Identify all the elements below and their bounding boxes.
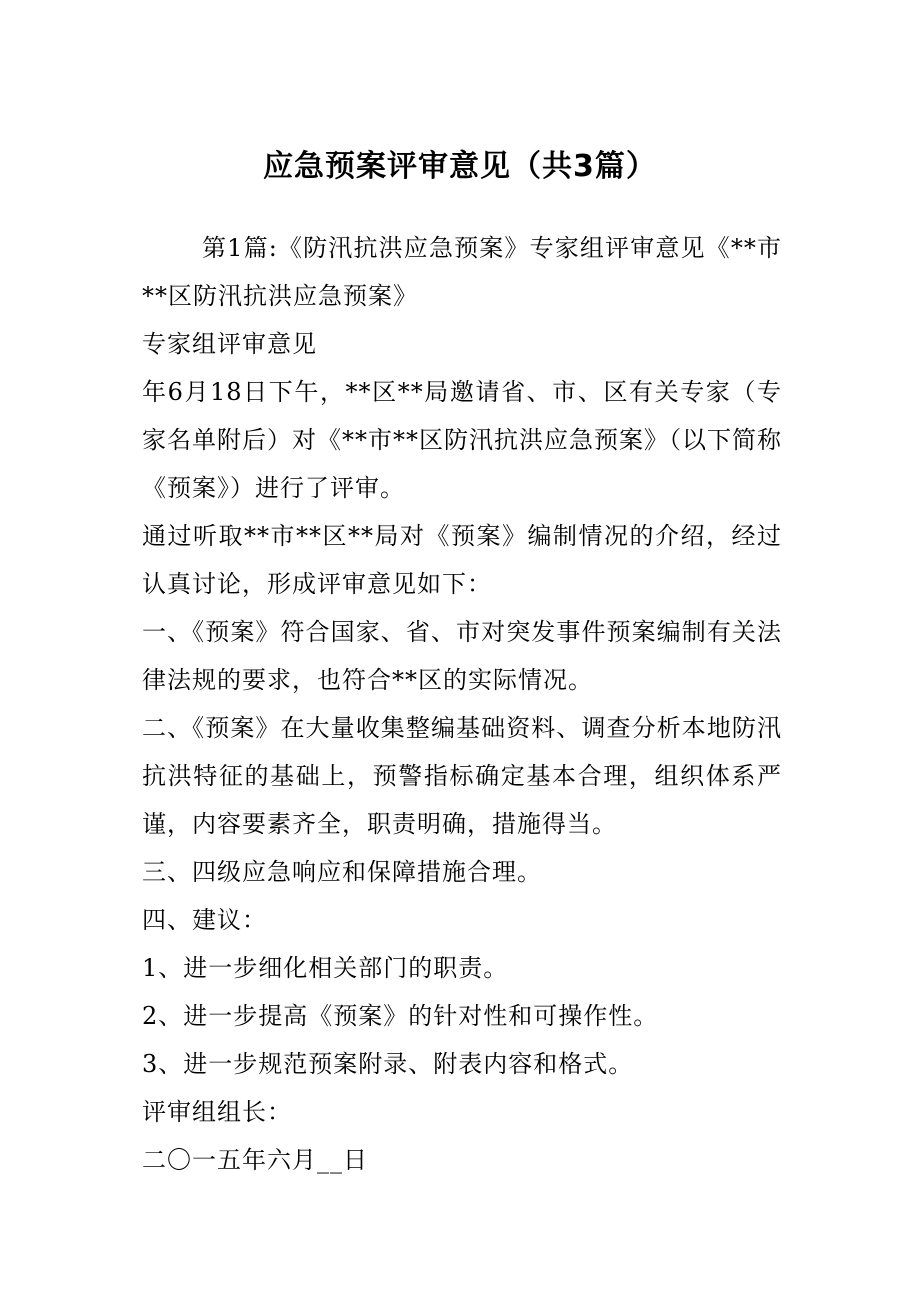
paragraph-review-meeting: 年6月18日下午，**区**局邀请省、市、区有关专家（专家名单附后）对《**市**区防汛抗洪应急预案》（以下简称《预案》）进行了评审。 bbox=[142, 378, 782, 502]
paragraph-opinion-1: 一、《预案》符合国家、省、市对突发事件预案编制有关法律法规的要求，也符合**区的实际情况。 bbox=[142, 618, 782, 694]
paragraph-opinion-2: 二、《预案》在大量收集整编基础资料、调查分析本地防汛抗洪特征的基础上，预警指标确定基本合理，组织体系严谨，内容要素齐全，职责明确，措施得当。 bbox=[142, 714, 782, 838]
document-title: 应急预案评审意见（共3篇） bbox=[263, 149, 657, 184]
paragraph-suggestions-heading: 四、建议： bbox=[142, 906, 267, 934]
paragraph-suggestion-3: 3、进一步规范预案附录、附表内容和格式。 bbox=[142, 1050, 634, 1078]
paragraph-suggestion-1: 1、进一步细化相关部门的职责。 bbox=[142, 954, 509, 982]
paragraph-team-leader: 评审组组长： bbox=[142, 1098, 292, 1126]
paragraph-suggestion-2: 2、进一步提高《预案》的针对性和可操作性。 bbox=[142, 1002, 659, 1030]
document-body bbox=[142, 224, 782, 1184]
paragraph-chapter-heading: 第1篇:《防汛抗洪应急预案》专家组评审意见《**市**区防汛抗洪应急预案》 bbox=[142, 234, 782, 310]
paragraph-opinion-3: 三、四级应急响应和保障措施合理。 bbox=[142, 858, 542, 886]
paragraph-subheading: 专家组评审意见 bbox=[142, 330, 317, 358]
paragraph-discussion: 通过听取**市**区**局对《预案》编制情况的介绍，经过认真讨论，形成评审意见如下： bbox=[142, 522, 782, 598]
paragraph-date: 二〇一五年六月__日 bbox=[142, 1146, 368, 1174]
